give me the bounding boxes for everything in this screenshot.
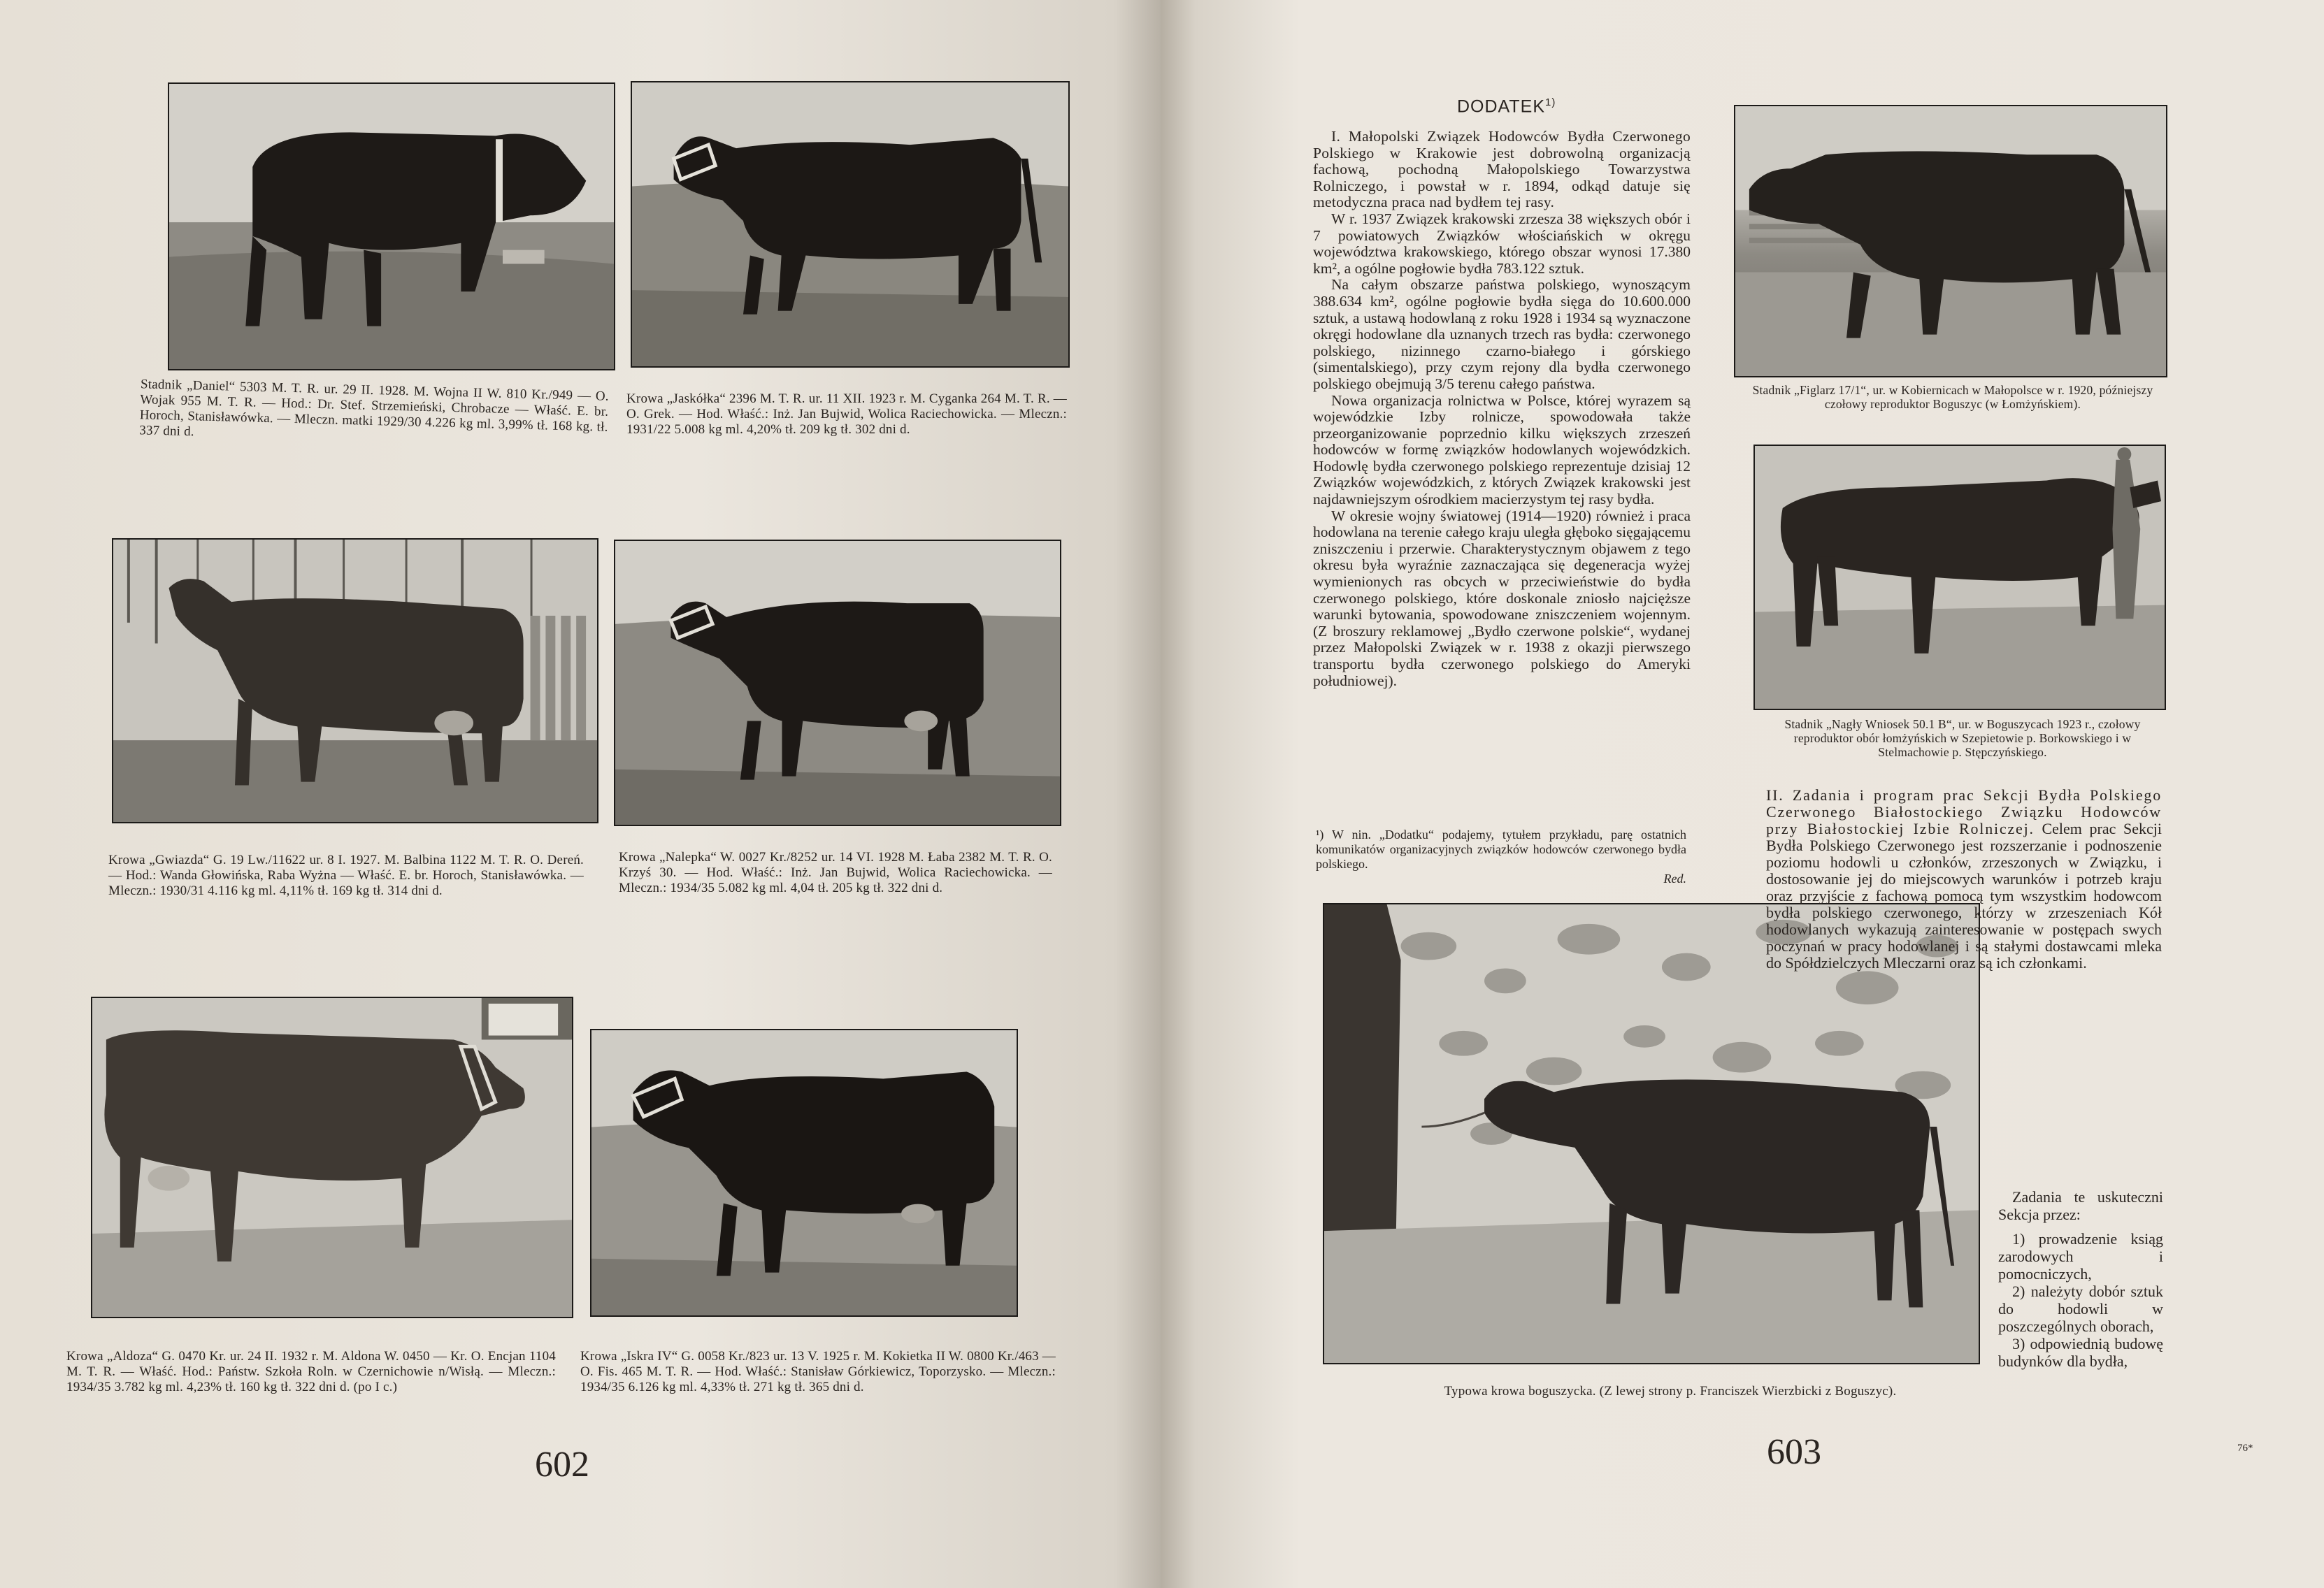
heading-text: DODATEK [1457,96,1545,117]
photo-bull-figlarz [1734,105,2167,377]
page-number-right: 603 [1767,1432,1821,1472]
page-number-left: 602 [535,1445,589,1485]
photo-cow-iskra [590,1029,1018,1317]
article-body [1313,129,1691,689]
paragraph-3: Na całym obszarze państwa polskiego, wynoszącym 388.634 km², ogólne pogłowie bydła sięga do 10.600.000 sztuk, a ustawą hodowlaną z roku 1928 i 1934 są wyznaczone okręgi hodowlane dla uznanych trzech ras bydła: czerwonego polskiego, nizinnego czarno-białego i górskiego (simentalskiego), przy czym rejony dla bydła czerwonego polskiego obejmują 3/5 terenu całego państwa. [1313,276,1691,392]
left-page [0,0,1161,1588]
caption-bull-nagly-wniosek: Stadnik „Nagły Wniosek 50.1 B“, ur. w Boguszycach 1923 r., czołowy reproduktor obór łomżyńskich w Szepietowie p. Borkowskiego i w Stelmachowie p. Stępczyńskiego. [1784,717,2141,759]
cow-image [632,82,1068,366]
caption-bull-daniel: Stadnik „Daniel“ 5303 M. T. R. ur. 29 II. 1928. M. Wojna II W. 810 Kr./949 — O. Wojak 955 M. T. R. — Hod.: Dr. Stef. Strzemieński, Chrobacze — Właść. E. br. Horoch, Stanisławówka. — Mleczn. matki 1929/30 4.226 kg ml. 3,99% tł. 168 kg. tł. 337 dni d. [138,377,610,440]
list-item: 3) odpowiednią budowę budynków dla bydła, [1998,1335,2163,1370]
paragraph-5: W okresie wojny światowej (1914—1920) również i praca hodowlana na terenie całego kraju uległa głęboko sięgającemu zniszczeniu i przerwie. Charakterystycznym objawem z tego okresu była wyraźnie zaznaczająca się degeneracja wyżej wymienionych ras obcych w przeciwieństwie do bydła czerwonego polskiego, które doskonale zniosło najcięższe warunki bytowania, spowodowane zniszczeniem wojennym. (Z broszury reklamowej „Bydło czerwone polskie“, wydanej przez Małopolski Związek w r. 1938 z okazji pierwszego transportu bydła czerwonego polskiego do Ameryki południowej). [1313,507,1691,689]
cow-image [591,1030,1017,1315]
paragraph-1: I. Małopolski Związek Hodowców Bydła Czerwonego Polskiego w Krakowie jest dobrowolną organizacją fachową, pochodną Małopolskiego Towarzystwa Rolniczego, i powstał w r. 1894, odkąd datuje się metodyczna praca nad bydłem tej rasy. [1313,128,1691,211]
caption-cow-gwiazda: Krowa „Gwiazda“ G. 19 Lw./11622 ur. 8 I. 1927. M. Balbina 1122 M. T. R. O. Dereń. — Hod.: Wanda Głowińska, Raba Wyżna — Właść. E. br. Horoch, Stanisławówka. — Mleczn.: 1930/31 4.116 kg ml. 4,11% tł. 169 kg tł. 314 dni d. [108,853,584,898]
footnote-signature: Red. [1663,872,1686,886]
list-item: 2) należyty dobór sztuk do hodowli w poszczególnych oborach, [1998,1283,2163,1335]
cow-image [113,540,597,822]
caption-cow-iskra: Krowa „Iskra IV“ G. 0058 Kr./823 ur. 13 V. 1925 r. M. Kokietka II W. 0800 Kr./463 — O. Fis. 465 M. T. R. — Hod. Właść.: Stanisław Górkiewicz, Toporzysko. — Mleczn.: 1934/35 6.126 kg ml. 4,33% tł. 271 kg tł. 365 dni d. [580,1349,1056,1394]
paragraph-2: W r. 1937 Związek krakowski zrzesza 38 większych obór i 7 powiatowych Związków włościańskich w okręgu województwa krakowskiego, którego obszar wynosi 17.380 km², a ogólne pogłowie bydła 783.122 sztuk. [1313,210,1691,277]
cow-image [1324,904,1979,1363]
right-page [1161,0,2324,1588]
caption-cow-boguszycka: Typowa krowa boguszycka. (Z lewej strony p. Franciszek Wierzbicki z Boguszyc). [1444,1384,1897,1399]
photo-cow-boguszycka [1323,903,1980,1364]
supplement-heading [1457,96,1556,117]
photo-bull-nagly-wniosek [1753,445,2166,710]
photo-cow-gwiazda [112,538,598,823]
caption-cow-aldoza: Krowa „Aldoza“ G. 0470 Kr. ur. 24 II. 1932 r. M. Aldona W. 0450 — Kr. O. Encjan 1104 M. T. R. — Właść. Hod.: Państw. Szkoła Roln. w Czernichowie n/Wisłą. — Mleczn.: 1934/35 3.782 kg ml. 4,23% tł. 160 kg tł. 322 dni d. (po I c.) [66,1349,556,1394]
photo-cow-nalepka [614,540,1061,826]
photo-bull-daniel [168,82,615,370]
paragraph-4: Nowa organizacja rolnictwa w Polsce, której wyrazem są wojewódzkie Izby rolnicze, spowodowała także przeorganizowanie poprzednio kilku większych zrzeszeń hodowców w formę związków hodowlanych wojewódzkich. Hodowlę bydła czerwonego polskiego reprezentuje dzisiaj 12 Związków wojewódzkich, z których Związek krakowski jest najdawniejszym ośrodkiem macierzystym tej rasy bydła. [1313,391,1691,508]
photo-cow-jaskolka [631,81,1070,368]
caption-bull-figlarz: Stadnik „Figlarz 17/1“, ur. w Kobiernicach w Małopolsce w r. 1920, późniejszy czołowy reproduktor Boguszyc (w Łomżyńskiem). [1752,383,2153,411]
section-2-intro: Zadania te uskuteczni Sekcja przez: [1998,1188,2163,1223]
section-2-title: II. Zadania i program prac Sekcji Bydła Polskiego Czerwonego Białostockiego Związku Hodowców przy Białostockiej Izbie Rolniczej. [1766,786,2162,837]
signature-mark: 76* [2237,1443,2253,1454]
footnote [1316,828,1686,886]
section-2 [1766,787,2162,972]
bull-image [1735,106,2166,376]
section-2-text: Celem prac Sekcji Bydła Polskiego Czerwonego jest rozszerzanie i podnoszenie poziomu hodowli u członków, zrzeszonych w Związku, i dostosowanie jej do miejscowych warunków i potrzeb kraju oraz przyjście z fachową pomocą tym wszystkim hodowcom bydła polskiego czerwonego, którzy w zrzeszeniach Kół hodowlanych wykazują zainteresowanie w postępach swych poczynań w pracy hodowlanej i są stałymi dostawcami mleka do Spółdzielczych Mleczarni oraz są ich członkami. [1766,820,2162,972]
footnote-text: ¹) W nin. „Dodatku“ podajemy, tytułem przykładu, parę ostatnich komunikatów organizacyjnych związków hodowców czerwonego bydła polskiego. [1316,828,1686,871]
heading-footnote-mark: 1) [1545,96,1556,108]
photo-cow-aldoza [91,997,573,1318]
caption-cow-jaskolka: Krowa „Jaskółka“ 2396 M. T. R. ur. 11 XII. 1923 r. M. Cyganka 264 M. T. R. — O. Grek. — Hod. Właść.: Inż. Jan Bujwid, Wolica Raciechowicka. — Mleczn.: 1931/22 5.008 kg ml. 4,20% tł. 209 kg tł. 302 dni d. [626,391,1067,437]
cow-image [92,998,572,1317]
section-2-list [1998,1188,2163,1370]
caption-cow-nalepka: Krowa „Nalepka“ W. 0027 Kr./8252 ur. 14 VI. 1928 M. Łaba 2382 M. T. R. O. Krzyś 30. — Hod. Właść.: Inż. Jan Bujwid, Wolica Raciechowicka. — Mleczn.: 1934/35 5.082 kg ml. 4,04 tł. 205 kg tł. 322 dni d. [619,850,1052,895]
list-item: 1) prowadzenie ksiąg zarodowych i pomocniczych, [1998,1230,2163,1283]
cow-image [615,541,1060,825]
bull-image [1755,446,2165,709]
bull-image [169,84,614,369]
